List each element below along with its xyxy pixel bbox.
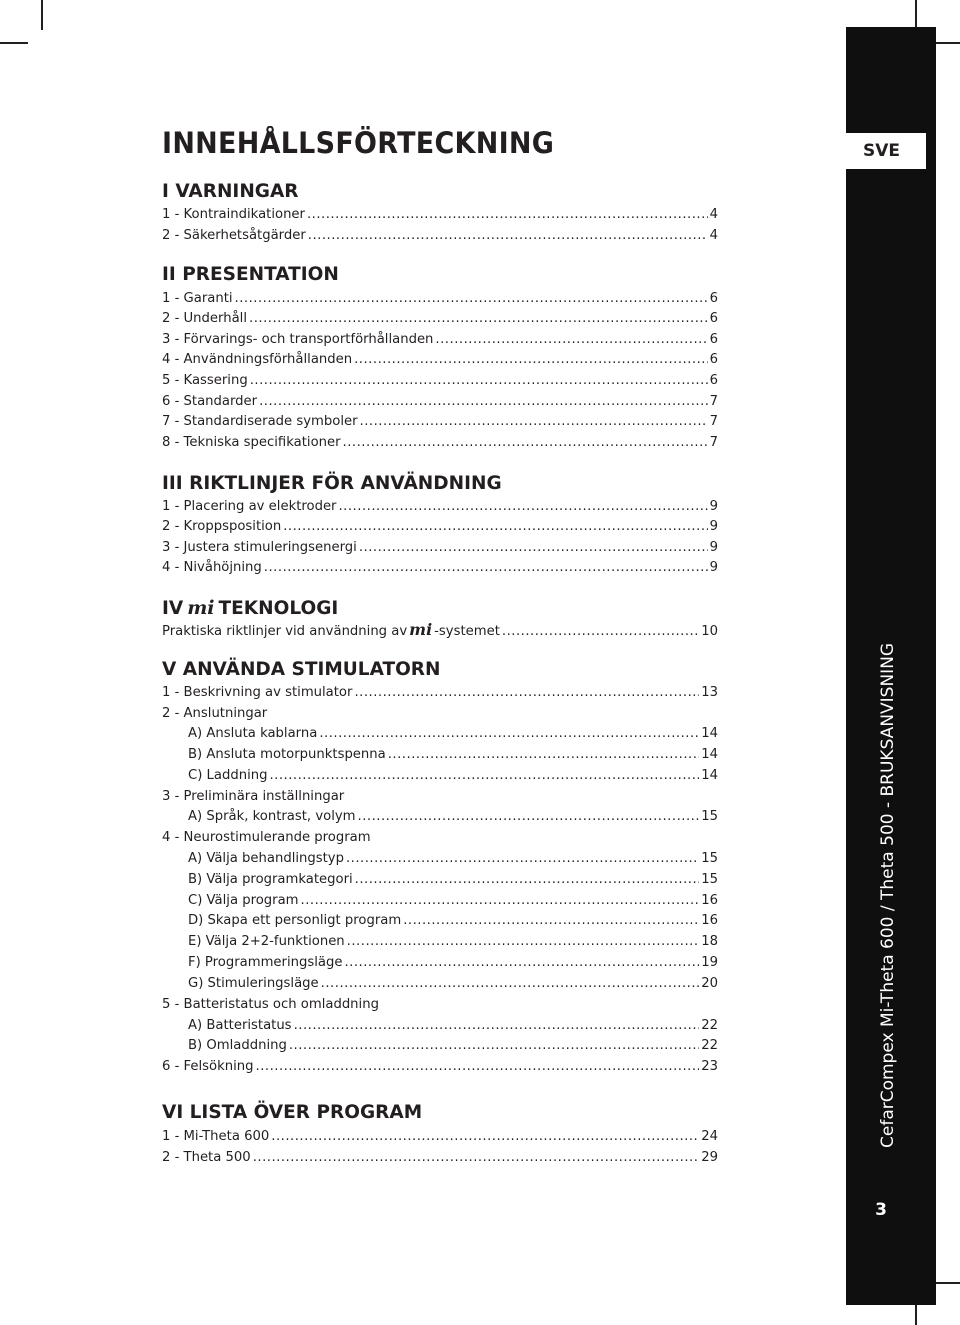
- toc-entry[interactable]: [162, 1128, 718, 1146]
- toc-label-suffix: -systemet: [434, 624, 500, 639]
- toc-label: 2 - Kroppsposition: [162, 519, 282, 534]
- toc-entry[interactable]: [162, 310, 718, 328]
- toc-label: A) Språk, kontrast, volym: [188, 809, 356, 824]
- toc-label: 3 - Justera stimuleringsenergi: [162, 540, 357, 555]
- toc-subheading[interactable]: [162, 705, 718, 723]
- language-label: SVE: [862, 141, 900, 161]
- toc-label-prefix: Praktiska riktlinjer vid användning av: [162, 624, 408, 639]
- page-title: INNEHÅLLSFÖRTECKNING: [162, 126, 555, 160]
- leader-dots: [308, 227, 708, 245]
- toc-entry[interactable]: [162, 206, 718, 224]
- crop-mark: [41, 0, 43, 30]
- leader-dots: [347, 933, 700, 951]
- toc-entry[interactable]: [162, 975, 718, 993]
- leader-dots: [359, 539, 708, 557]
- leader-dots: [354, 684, 699, 702]
- heading-suffix: TEKNOLOGI: [218, 598, 339, 619]
- toc-page: 18: [701, 934, 718, 949]
- toc-entry[interactable]: [162, 684, 718, 702]
- toc-label: 2 - Anslutningar: [162, 706, 268, 721]
- section-heading: VI LISTA ÖVER PROGRAM: [162, 1102, 423, 1123]
- toc-page: 9: [709, 519, 718, 534]
- toc-label: 3 - Förvarings- och transportförhållanden: [162, 332, 434, 347]
- toc-page: 9: [709, 540, 718, 555]
- leader-dots: [344, 954, 699, 972]
- section-heading: I VARNINGAR: [162, 181, 299, 202]
- toc-label: 1 - Kontraindikationer: [162, 207, 305, 222]
- toc-label: 1 - Garanti: [162, 291, 233, 306]
- toc-label: 5 - Kassering: [162, 373, 248, 388]
- toc-page: 15: [701, 809, 718, 824]
- leader-dots: [355, 871, 700, 889]
- toc-subheading[interactable]: [162, 996, 718, 1014]
- toc-label: 1 - Mi-Theta 600: [162, 1129, 270, 1144]
- toc-label: E) Välja 2+2-funktionen: [188, 934, 345, 949]
- leader-dots: [502, 623, 699, 641]
- toc-label: 1 - Beskrivning av stimulator: [162, 685, 353, 700]
- toc-entry[interactable]: [162, 954, 718, 972]
- toc-entry[interactable]: [162, 1017, 718, 1035]
- toc-page: 14: [701, 726, 718, 741]
- toc-entry[interactable]: [162, 850, 718, 868]
- toc-label: 3 - Preliminära inställningar: [162, 789, 345, 804]
- toc-page: 22: [701, 1038, 718, 1053]
- toc-subheading[interactable]: [162, 788, 718, 806]
- toc-label: 2 - Theta 500: [162, 1150, 251, 1165]
- toc-page: 6: [709, 352, 718, 367]
- toc-page: 6: [709, 311, 718, 326]
- toc-page: 20: [701, 976, 718, 991]
- toc-label: 2 - Säkerhetsåtgärder: [162, 228, 306, 243]
- toc-entry[interactable]: [162, 498, 718, 516]
- crop-mark: [0, 42, 28, 44]
- toc-entry[interactable]: [162, 559, 718, 577]
- toc-entry[interactable]: [162, 871, 718, 889]
- section-heading: III RIKTLINJER FÖR ANVÄNDNING: [162, 473, 502, 494]
- section-heading: II PRESENTATION: [162, 264, 339, 285]
- toc-entry[interactable]: [162, 227, 718, 245]
- toc-label: 6 - Standarder: [162, 394, 258, 409]
- toc-label: 1 - Placering av elektroder: [162, 499, 337, 514]
- toc-page: 22: [701, 1018, 718, 1033]
- heading-prefix: IV: [162, 598, 184, 619]
- toc-page: 19: [701, 955, 718, 970]
- toc-page: 14: [701, 768, 718, 783]
- toc-label: [162, 621, 500, 641]
- leader-dots: [253, 1149, 700, 1167]
- toc-page: 7: [709, 394, 718, 409]
- leader-dots: [338, 498, 707, 516]
- toc-label: 5 - Batteristatus och omladdning: [162, 997, 379, 1012]
- toc-label: A) Välja behandlingstyp: [188, 851, 344, 866]
- toc-page: 9: [709, 499, 718, 514]
- toc-entry[interactable]: [162, 1037, 718, 1055]
- leader-dots: [250, 372, 708, 390]
- toc-label: 8 - Tekniska specifikationer: [162, 435, 341, 450]
- crop-mark: [932, 42, 960, 44]
- leader-dots: [283, 518, 707, 536]
- leader-dots: [358, 808, 700, 826]
- toc-label: C) Välja program: [188, 893, 299, 908]
- toc-page: 6: [709, 332, 718, 347]
- crop-mark: [932, 1282, 960, 1284]
- toc-page: 7: [709, 435, 718, 450]
- toc-entry[interactable]: [162, 413, 718, 431]
- leader-dots: [321, 975, 700, 993]
- toc-label: A) Batteristatus: [188, 1018, 292, 1033]
- language-tab: [837, 133, 926, 169]
- leader-dots: [301, 892, 700, 910]
- page-number: 3: [875, 1200, 887, 1220]
- leader-dots: [435, 331, 707, 349]
- leader-dots: [289, 1037, 699, 1055]
- leader-dots: [271, 1128, 699, 1146]
- toc-label: C) Laddning: [188, 768, 268, 783]
- toc-entry[interactable]: [162, 808, 718, 826]
- toc-entry[interactable]: [162, 372, 718, 390]
- toc-page: 7: [709, 414, 718, 429]
- leader-dots: [346, 850, 699, 868]
- leader-dots: [354, 351, 708, 369]
- toc-entry[interactable]: [162, 621, 718, 639]
- toc-page: 10: [701, 624, 718, 639]
- toc-page: 13: [701, 685, 718, 700]
- section-heading: [162, 597, 338, 620]
- leader-dots: [343, 434, 708, 452]
- toc-page: 6: [709, 291, 718, 306]
- section-heading: V ANVÄNDA STIMULATORN: [162, 659, 441, 680]
- leader-dots: [259, 393, 708, 411]
- leader-dots: [249, 310, 708, 328]
- leader-dots: [294, 1017, 700, 1035]
- toc-label: B) Välja programkategori: [188, 872, 353, 887]
- toc-page: 9: [709, 560, 718, 575]
- toc-entry[interactable]: [162, 892, 718, 910]
- toc-page: 4: [709, 207, 718, 222]
- toc-label: D) Skapa ett personligt program: [188, 913, 402, 928]
- leader-dots: [264, 559, 708, 577]
- toc-label: 7 - Standardiserade symboler: [162, 414, 358, 429]
- toc-label: B) Ansluta motorpunktspenna: [188, 747, 386, 762]
- toc-entry[interactable]: [162, 725, 718, 743]
- toc-page: 4: [709, 228, 718, 243]
- toc-page: 16: [701, 893, 718, 908]
- toc-page: 16: [701, 913, 718, 928]
- leader-dots: [319, 725, 699, 743]
- toc-label: B) Omladdning: [188, 1038, 287, 1053]
- toc-page: 23: [701, 1059, 718, 1074]
- toc-label: 4 - Nivåhöjning: [162, 560, 262, 575]
- mi-logo-icon: mi: [187, 597, 215, 619]
- toc-entry[interactable]: [162, 912, 718, 930]
- leader-dots: [388, 746, 699, 764]
- leader-dots: [235, 290, 708, 308]
- mi-logo-icon: mi: [409, 620, 433, 639]
- toc-label: 6 - Felsökning: [162, 1059, 254, 1074]
- toc-label: F) Programmeringsläge: [188, 955, 343, 970]
- toc-entry[interactable]: [162, 518, 718, 536]
- toc-entry[interactable]: [162, 746, 718, 764]
- toc-entry[interactable]: [162, 393, 718, 411]
- leader-dots: [269, 767, 699, 785]
- leader-dots: [403, 912, 699, 930]
- toc-label: A) Ansluta kablarna: [188, 726, 318, 741]
- toc-entry[interactable]: [162, 539, 718, 557]
- leader-dots: [360, 413, 708, 431]
- toc-subheading[interactable]: [162, 829, 718, 847]
- side-title: CefarCompex Mi-Theta 600 / Theta 500 - BRUKSANVISNING: [878, 642, 898, 1148]
- toc-entry[interactable]: [162, 1058, 718, 1076]
- toc-page: 29: [701, 1150, 718, 1165]
- toc-entry[interactable]: [162, 331, 718, 349]
- toc-entry[interactable]: [162, 434, 718, 452]
- toc-label: 4 - Användningsförhållanden: [162, 352, 353, 367]
- toc-entry[interactable]: [162, 767, 718, 785]
- toc-page: 15: [701, 872, 718, 887]
- toc-page: 6: [709, 373, 718, 388]
- toc-label: 4 - Neurostimulerande program: [162, 830, 371, 845]
- toc-entry[interactable]: [162, 933, 718, 951]
- toc-entry[interactable]: [162, 351, 718, 369]
- leader-dots: [256, 1058, 700, 1076]
- toc-page: 15: [701, 851, 718, 866]
- toc-page: 24: [701, 1129, 718, 1144]
- toc-entry[interactable]: [162, 290, 718, 308]
- toc-label: 2 - Underhåll: [162, 311, 247, 326]
- crop-mark: [915, 0, 917, 30]
- toc-entry[interactable]: [162, 1149, 718, 1167]
- toc-label: G) Stimuleringsläge: [188, 976, 319, 991]
- leader-dots: [307, 206, 708, 224]
- toc-page: 14: [701, 747, 718, 762]
